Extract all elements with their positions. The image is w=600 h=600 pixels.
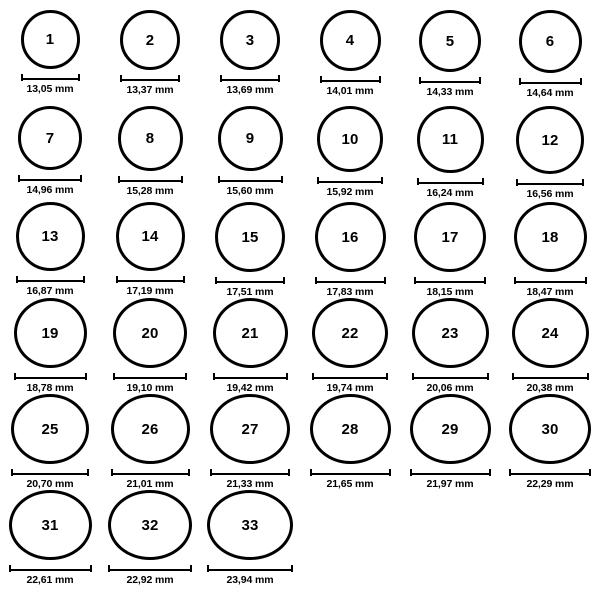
ring-size-label: 25 — [41, 420, 59, 438]
dimension-line-icon — [210, 469, 290, 476]
ring-circle — [120, 10, 180, 70]
ring-size-cell[interactable] — [100, 490, 200, 586]
dimension-line-icon — [414, 277, 486, 284]
ring-size-cell[interactable] — [0, 490, 100, 586]
dimension-annotation — [213, 373, 288, 394]
dimension-annotation — [320, 76, 381, 97]
ring-circle — [215, 202, 285, 272]
dimension-annotation — [18, 175, 82, 196]
diameter-value: 14,64 mm — [526, 87, 574, 99]
diameter-value: 17,83 mm — [326, 286, 374, 298]
dimension-annotation — [9, 565, 92, 586]
dimension-annotation — [14, 373, 87, 394]
dimension-line-icon — [417, 178, 484, 185]
diameter-value: 13,05 mm — [26, 83, 74, 95]
diameter-value: 13,37 mm — [126, 84, 174, 96]
dimension-annotation — [218, 176, 283, 197]
dimension-line-icon — [419, 77, 481, 84]
ring-size-grid — [0, 10, 600, 586]
dimension-line-icon — [315, 277, 386, 284]
ring-circle — [21, 10, 80, 69]
dimension-annotation — [111, 469, 190, 490]
dimension-annotation — [516, 179, 584, 200]
dimension-annotation — [118, 176, 183, 197]
dimension-annotation — [116, 276, 185, 297]
ring-size-label: 1 — [45, 31, 55, 48]
diameter-value: 14,33 mm — [426, 86, 474, 98]
diameter-value: 20,70 mm — [26, 478, 74, 490]
ring-size-label: 28 — [341, 420, 359, 438]
ring-size-label: 3 — [245, 31, 255, 49]
ring-size-label: 22 — [341, 324, 359, 342]
dimension-annotation — [21, 74, 80, 95]
dimension-line-icon — [317, 177, 383, 184]
dimension-line-icon — [310, 469, 391, 476]
ring-size-label: 19 — [41, 324, 59, 342]
ring-circle — [512, 298, 589, 368]
dimension-annotation — [509, 469, 591, 490]
ring-size-cell[interactable] — [200, 394, 300, 490]
ring-circle — [410, 394, 491, 464]
ring-size-label: 15 — [241, 228, 259, 246]
ring-size-cell[interactable] — [0, 10, 100, 106]
ring-size-label: 21 — [241, 324, 259, 342]
diameter-value: 16,24 mm — [426, 187, 474, 199]
ring-size-cell[interactable] — [100, 10, 200, 106]
ring-circle — [310, 394, 391, 464]
diameter-value: 22,92 mm — [126, 574, 174, 586]
dimension-line-icon — [220, 75, 280, 82]
ring-size-cell[interactable] — [0, 298, 100, 394]
ring-size-cell[interactable] — [400, 10, 500, 106]
ring-circle — [218, 106, 283, 171]
ring-circle — [414, 202, 486, 272]
dimension-line-icon — [512, 373, 589, 380]
ring-size-label: 4 — [345, 32, 355, 49]
dimension-line-icon — [320, 76, 381, 83]
diameter-value: 21,97 mm — [426, 478, 474, 490]
ring-size-cell[interactable] — [200, 490, 300, 586]
ring-size-cell[interactable] — [300, 298, 400, 394]
dimension-line-icon — [111, 469, 190, 476]
ring-circle — [11, 394, 89, 464]
dimension-annotation — [113, 373, 187, 394]
dimension-annotation — [317, 177, 383, 198]
dimension-line-icon — [21, 74, 80, 81]
ring-size-label: 11 — [441, 131, 459, 148]
ring-circle — [113, 298, 187, 368]
ring-size-cell[interactable] — [100, 298, 200, 394]
dimension-line-icon — [118, 176, 183, 183]
dimension-annotation — [315, 277, 386, 298]
ring-circle — [116, 202, 185, 271]
dimension-line-icon — [14, 373, 87, 380]
ring-circle — [315, 202, 386, 272]
ring-size-label: 24 — [541, 324, 559, 342]
ring-size-cell[interactable] — [200, 202, 300, 298]
diameter-value: 16,87 mm — [26, 285, 74, 297]
diameter-value: 14,01 mm — [326, 85, 374, 97]
ring-circle — [207, 490, 293, 560]
ring-size-label: 17 — [441, 228, 459, 246]
ring-size-label: 33 — [241, 516, 259, 534]
diameter-value: 20,38 mm — [526, 382, 574, 394]
dimension-annotation — [310, 469, 391, 490]
diameter-value: 15,60 mm — [226, 185, 274, 197]
dimension-annotation — [412, 373, 489, 394]
ring-size-cell[interactable] — [300, 202, 400, 298]
ring-size-label: 8 — [145, 130, 155, 147]
dimension-annotation — [120, 75, 180, 96]
diameter-value: 18,47 mm — [526, 286, 574, 298]
dimension-annotation — [207, 565, 293, 586]
dimension-annotation — [419, 77, 481, 98]
diameter-value: 21,33 mm — [226, 478, 274, 490]
ring-size-cell[interactable] — [500, 10, 600, 106]
ring-circle — [320, 10, 381, 71]
ring-circle — [14, 298, 87, 368]
dimension-line-icon — [410, 469, 491, 476]
dimension-line-icon — [519, 78, 582, 85]
dimension-line-icon — [514, 277, 587, 284]
diameter-value: 16,56 mm — [526, 188, 574, 200]
ring-size-label: 31 — [41, 516, 59, 534]
ring-size-label: 23 — [441, 324, 459, 342]
diameter-value: 18,15 mm — [426, 286, 474, 298]
dimension-line-icon — [509, 469, 591, 476]
ring-size-label: 2 — [145, 31, 155, 49]
ring-circle — [419, 10, 481, 72]
ring-size-label: 14 — [141, 228, 159, 245]
diameter-value: 18,78 mm — [26, 382, 74, 394]
ring-size-cell[interactable] — [100, 394, 200, 490]
dimension-annotation — [108, 565, 192, 586]
diameter-value: 17,19 mm — [126, 285, 174, 297]
dimension-annotation — [220, 75, 280, 96]
ring-size-cell[interactable] — [400, 106, 500, 202]
ring-size-label: 18 — [541, 228, 559, 246]
dimension-annotation — [414, 277, 486, 298]
diameter-value: 13,69 mm — [226, 84, 274, 96]
ring-size-cell[interactable] — [200, 298, 300, 394]
ring-size-label: 5 — [445, 32, 455, 50]
ring-size-label: 7 — [45, 129, 55, 147]
diameter-value: 20,06 mm — [426, 382, 474, 394]
ring-size-cell[interactable] — [0, 106, 100, 202]
ring-size-cell[interactable] — [0, 394, 100, 490]
ring-circle — [516, 106, 584, 174]
ring-size-cell[interactable] — [500, 298, 600, 394]
ring-size-label: 16 — [341, 228, 359, 246]
ring-circle — [220, 10, 280, 70]
diameter-value: 15,92 mm — [326, 186, 374, 198]
ring-size-cell[interactable] — [500, 106, 600, 202]
ring-size-cell[interactable] — [0, 202, 100, 298]
dimension-line-icon — [120, 75, 180, 82]
dimension-line-icon — [113, 373, 187, 380]
ring-size-cell[interactable] — [200, 10, 300, 106]
dimension-annotation — [210, 469, 290, 490]
ring-size-label: 32 — [141, 516, 159, 534]
dimension-annotation — [11, 469, 89, 490]
ring-size-cell[interactable] — [200, 106, 300, 202]
dimension-line-icon — [108, 565, 192, 572]
diameter-value: 21,01 mm — [126, 478, 174, 490]
diameter-value: 17,51 mm — [226, 286, 274, 298]
ring-size-label: 29 — [441, 420, 459, 438]
ring-size-cell[interactable] — [100, 202, 200, 298]
ring-circle — [509, 394, 591, 464]
ring-size-label: 13 — [41, 228, 59, 245]
ring-size-label: 20 — [141, 324, 159, 342]
ring-size-cell[interactable] — [100, 106, 200, 202]
dimension-line-icon — [213, 373, 288, 380]
ring-size-label: 9 — [245, 130, 255, 147]
diameter-value: 19,74 mm — [326, 382, 374, 394]
dimension-line-icon — [312, 373, 388, 380]
ring-size-cell[interactable] — [500, 394, 600, 490]
ring-circle — [210, 394, 290, 464]
ring-circle — [417, 106, 484, 173]
diameter-value: 19,42 mm — [226, 382, 274, 394]
ring-size-cell[interactable] — [400, 202, 500, 298]
dimension-line-icon — [11, 469, 89, 476]
dimension-line-icon — [18, 175, 82, 182]
dimension-annotation — [312, 373, 388, 394]
ring-size-label: 6 — [545, 33, 555, 50]
dimension-annotation — [512, 373, 589, 394]
diameter-value: 15,28 mm — [126, 185, 174, 197]
ring-size-cell[interactable] — [300, 10, 400, 106]
dimension-line-icon — [412, 373, 489, 380]
ring-size-cell[interactable] — [400, 298, 500, 394]
ring-size-label: 10 — [341, 130, 359, 148]
diameter-value: 23,94 mm — [226, 574, 274, 586]
diameter-value: 22,29 mm — [526, 478, 574, 490]
ring-circle — [514, 202, 587, 272]
ring-size-label: 12 — [541, 131, 559, 149]
ring-circle — [16, 202, 85, 271]
ring-circle — [317, 106, 383, 172]
ring-circle — [213, 298, 288, 368]
dimension-annotation — [519, 78, 582, 99]
ring-circle — [9, 490, 92, 560]
dimension-line-icon — [218, 176, 283, 183]
dimension-line-icon — [116, 276, 185, 283]
diameter-value: 21,65 mm — [326, 478, 374, 490]
dimension-line-icon — [215, 277, 285, 284]
ring-circle — [312, 298, 388, 368]
ring-size-label: 26 — [141, 420, 159, 438]
ring-size-cell[interactable] — [300, 106, 400, 202]
dimension-annotation — [215, 277, 285, 298]
dimension-line-icon — [207, 565, 293, 572]
ring-circle — [111, 394, 190, 464]
ring-circle — [412, 298, 489, 368]
ring-size-label: 30 — [541, 420, 559, 438]
dimension-line-icon — [16, 276, 85, 283]
dimension-annotation — [410, 469, 491, 490]
diameter-value: 19,10 mm — [126, 382, 174, 394]
dimension-annotation — [16, 276, 85, 297]
ring-size-label: 27 — [241, 420, 259, 438]
dimension-annotation — [417, 178, 484, 199]
diameter-value: 14,96 mm — [26, 184, 74, 196]
ring-size-cell[interactable] — [300, 394, 400, 490]
ring-circle — [18, 106, 82, 170]
dimension-line-icon — [9, 565, 92, 572]
ring-circle — [519, 10, 582, 73]
ring-size-cell[interactable] — [400, 394, 500, 490]
ring-circle — [108, 490, 192, 560]
dimension-annotation — [514, 277, 587, 298]
ring-circle — [118, 106, 183, 171]
diameter-value: 22,61 mm — [26, 574, 74, 586]
dimension-line-icon — [516, 179, 584, 186]
ring-size-cell[interactable] — [500, 202, 600, 298]
